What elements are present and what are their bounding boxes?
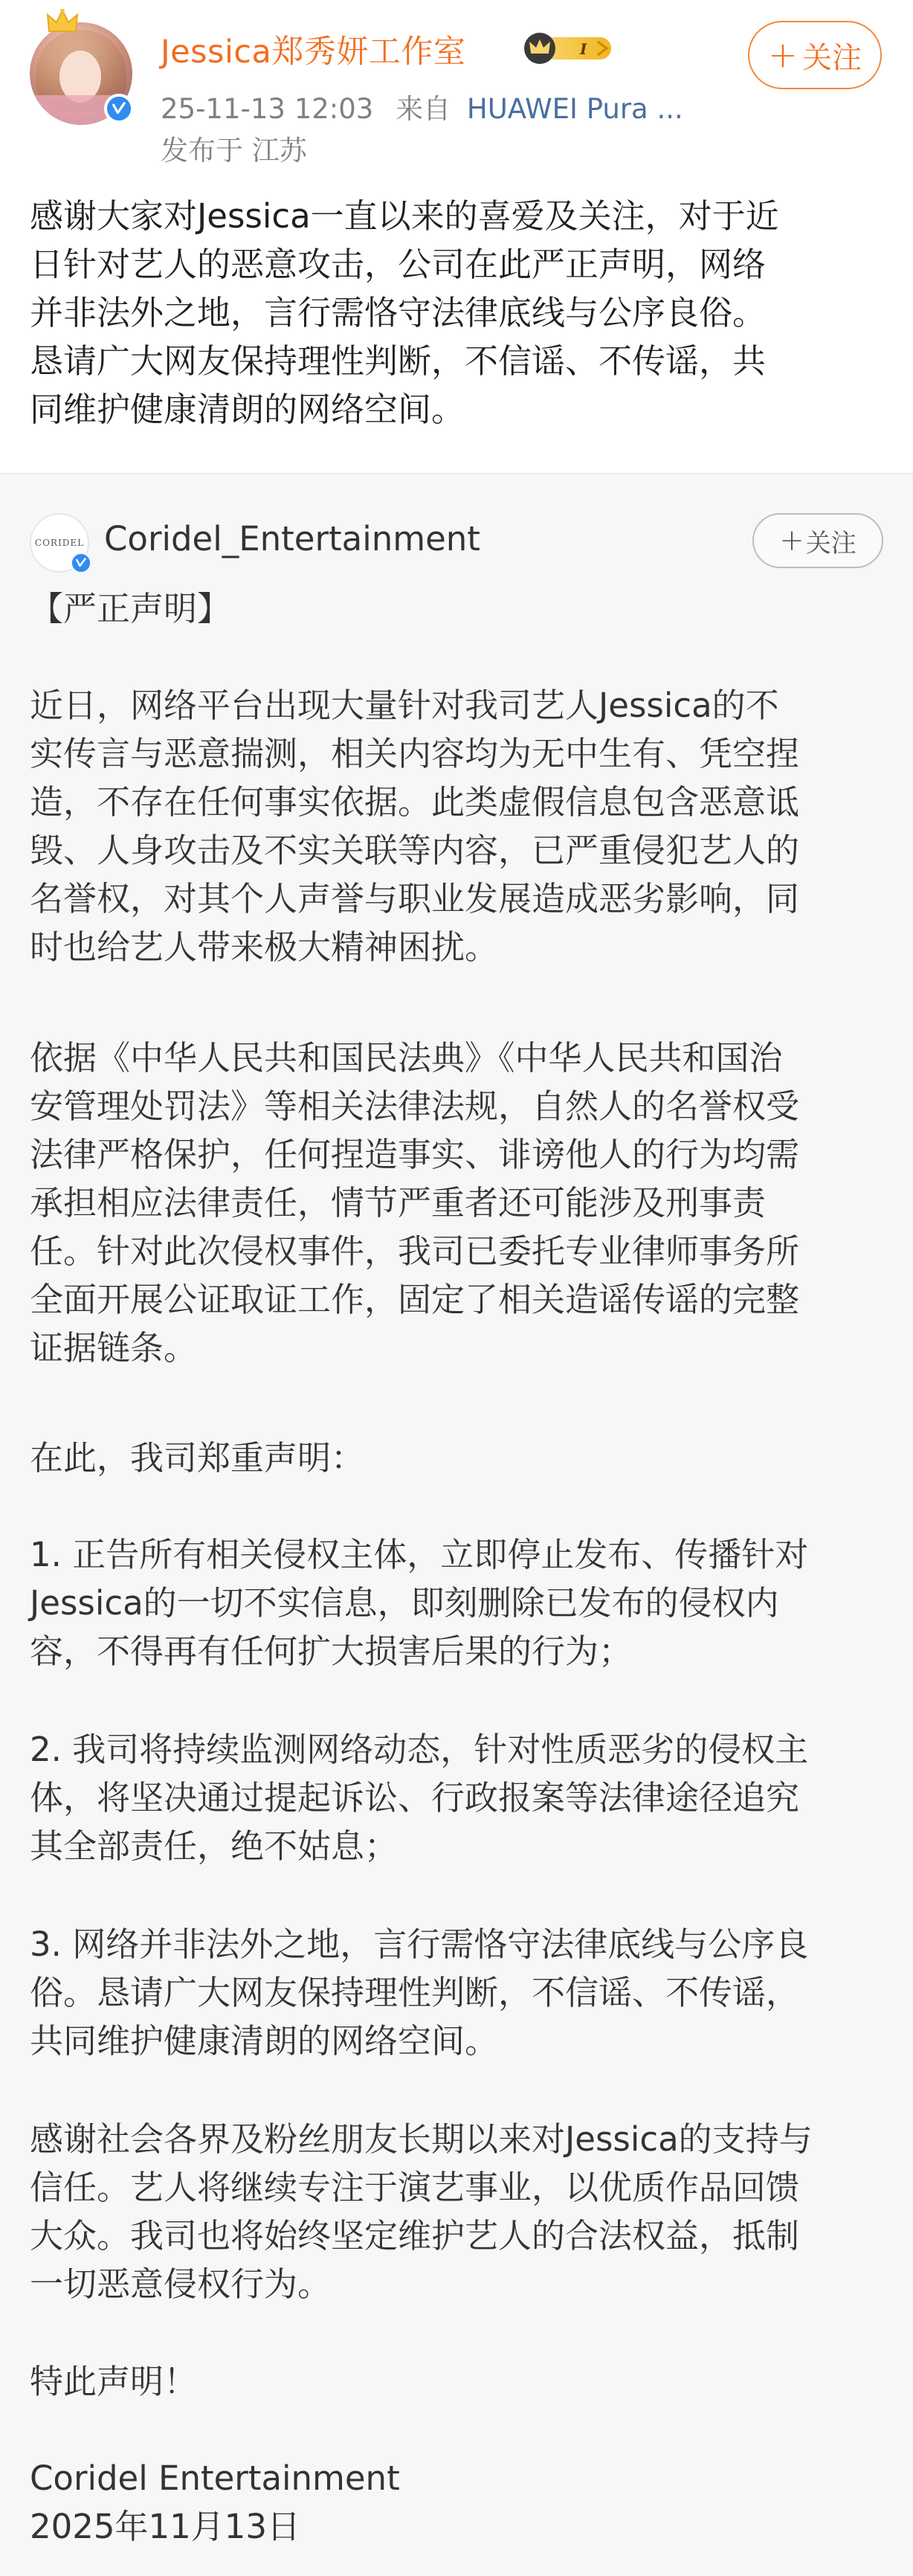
vip-member-badge-icon (520, 31, 619, 65)
post-line: 并非法外之地，言行需恪守法律底线与公序良俗。 (30, 293, 767, 332)
statement-line: 实传言与恶意揣测，相关内容均为无中生有、凭空捏 (30, 734, 800, 773)
verified-badge-icon (104, 94, 134, 123)
statement-paragraph (30, 1034, 885, 1372)
repost-follow-button[interactable] (752, 513, 883, 568)
svg-text:I: I (580, 40, 587, 58)
statement-line: 承担相应法律责任，情节严重者还可能涉及刑事责 (30, 1183, 767, 1223)
statement-paragraph (30, 2357, 885, 2406)
statement-line: 体，将坚决通过提起诉讼、行政报案等法律途径追究 (30, 1778, 800, 1817)
follow-label: 关注 (802, 40, 862, 75)
crown-icon (46, 9, 79, 36)
statement-line: 证据链条。 (30, 1328, 198, 1368)
statement-line: 时也给艺人带来极大精神困扰。 (30, 927, 499, 967)
signature-company: Coridel Entertainment (30, 2459, 400, 2498)
device-source-link[interactable]: HUAWEI Pura ... (466, 93, 683, 125)
statement-signature (30, 2454, 885, 2551)
statement-item (30, 1530, 885, 1675)
post-meta (161, 86, 683, 126)
statement-line: 任。针对此次侵权事件，我司已委托专业律师事务所 (30, 1231, 800, 1271)
statement-line: 一切恶意侵权行为。 (30, 2264, 332, 2304)
author-name[interactable]: Jessica郑秀妍工作室 (161, 33, 466, 71)
post-line: 日针对艺人的恶意攻击，公司在此严正声明，网络 (30, 245, 767, 284)
repost-author-avatar[interactable] (30, 513, 89, 573)
statement-line: 大众。我司也将始终坚定维护艺人的合法权益，抵制 (30, 2216, 800, 2255)
reposted-card[interactable] (0, 473, 913, 2576)
post-location: 发布于 江苏 (161, 135, 307, 167)
statement-line: 法律严格保护，任何捏造事实、诽谤他人的行为均需 (30, 1135, 800, 1174)
statement-line: 全面开展公证取证工作，固定了相关造谣传谣的完整 (30, 1280, 800, 1319)
statement-paragraph (30, 2115, 885, 2308)
plus-icon: + (779, 524, 804, 558)
statement-line: 1. 正告所有相关侵权主体，立即停止发布、传播针对 (30, 1535, 809, 1574)
statement-line: 在此，我司郑重声明： (30, 1438, 365, 1478)
statement-line: 感谢社会各界及粉丝朋友长期以来对Jessica的支持与 (30, 2119, 813, 2159)
statement-line: 安管理处罚法》等相关法律法规，自然人的名誉权受 (30, 1086, 800, 1126)
statement-paragraph (30, 681, 885, 971)
post-timestamp: 25-11-13 12:03 (161, 93, 374, 125)
post-line: 恳请广大网友保持理性判断，不信谣、不传谣，共 (30, 341, 767, 381)
post-line: 同维护健康清朗的网络空间。 (30, 390, 465, 429)
statement-line: 容，不得再有任何扩大损害后果的行为； (30, 1632, 633, 1671)
post-text (30, 192, 885, 434)
post-line: 感谢大家对Jessica一直以来的喜爱及关注，对于近 (30, 196, 779, 236)
follow-label: 关注 (805, 528, 856, 558)
statement-line: 3. 网络并非法外之地，言行需恪守法律底线与公序良 (30, 1925, 809, 1964)
follow-button[interactable] (748, 21, 882, 89)
statement-line: Jessica的一切不实信息，即刻删除已发布的侵权内 (30, 1583, 779, 1623)
verified-badge-icon (70, 552, 92, 574)
statement-title: 【严正声明】 (30, 589, 231, 628)
statement-line: 共同维护健康清朗的网络空间。 (30, 2021, 499, 2061)
statement-line: 2. 我司将持续监测网络动态，针对性质恶劣的侵权主 (30, 1730, 809, 1769)
statement-line: 造，不存在任何事实依据。此类虚假信息包含恶意诋 (30, 782, 800, 822)
post-header (0, 0, 913, 178)
statement-line: 依据《中华人民共和国民法典》《中华人民共和国治 (30, 1038, 783, 1078)
statement-line: 特此声明！ (30, 2362, 198, 2401)
statement-line: 名誉权，对其个人声誉与职业发展造成恶劣影响，同 (30, 879, 800, 918)
statement-item (30, 1725, 885, 1870)
plus-icon: + (767, 34, 799, 76)
statement-line: 信任。艺人将继续专注于演艺事业，以优质作品回馈 (30, 2168, 800, 2207)
repost-author-name[interactable]: Coridel_Entertainment (104, 519, 480, 558)
source-prefix: 来自 (396, 93, 451, 125)
signature-date: 2025年11月13日 (30, 2507, 301, 2546)
statement-line: 近日，网络平台出现大量针对我司艺人Jessica的不 (30, 686, 779, 725)
statement-paragraph (30, 1434, 885, 1482)
company-logo-text: CORIDEL (34, 538, 85, 548)
statement-line: 俗。恳请广大网友保持理性判断，不信谣、不传谣， (30, 1973, 800, 2012)
author-avatar[interactable] (30, 22, 132, 125)
statement-item (30, 1920, 885, 2065)
statement-line: 其全部责任，绝不姑息； (30, 1826, 399, 1866)
statement-line: 毁、人身攻击及不实关联等内容，已严重侵犯艺人的 (30, 831, 800, 870)
